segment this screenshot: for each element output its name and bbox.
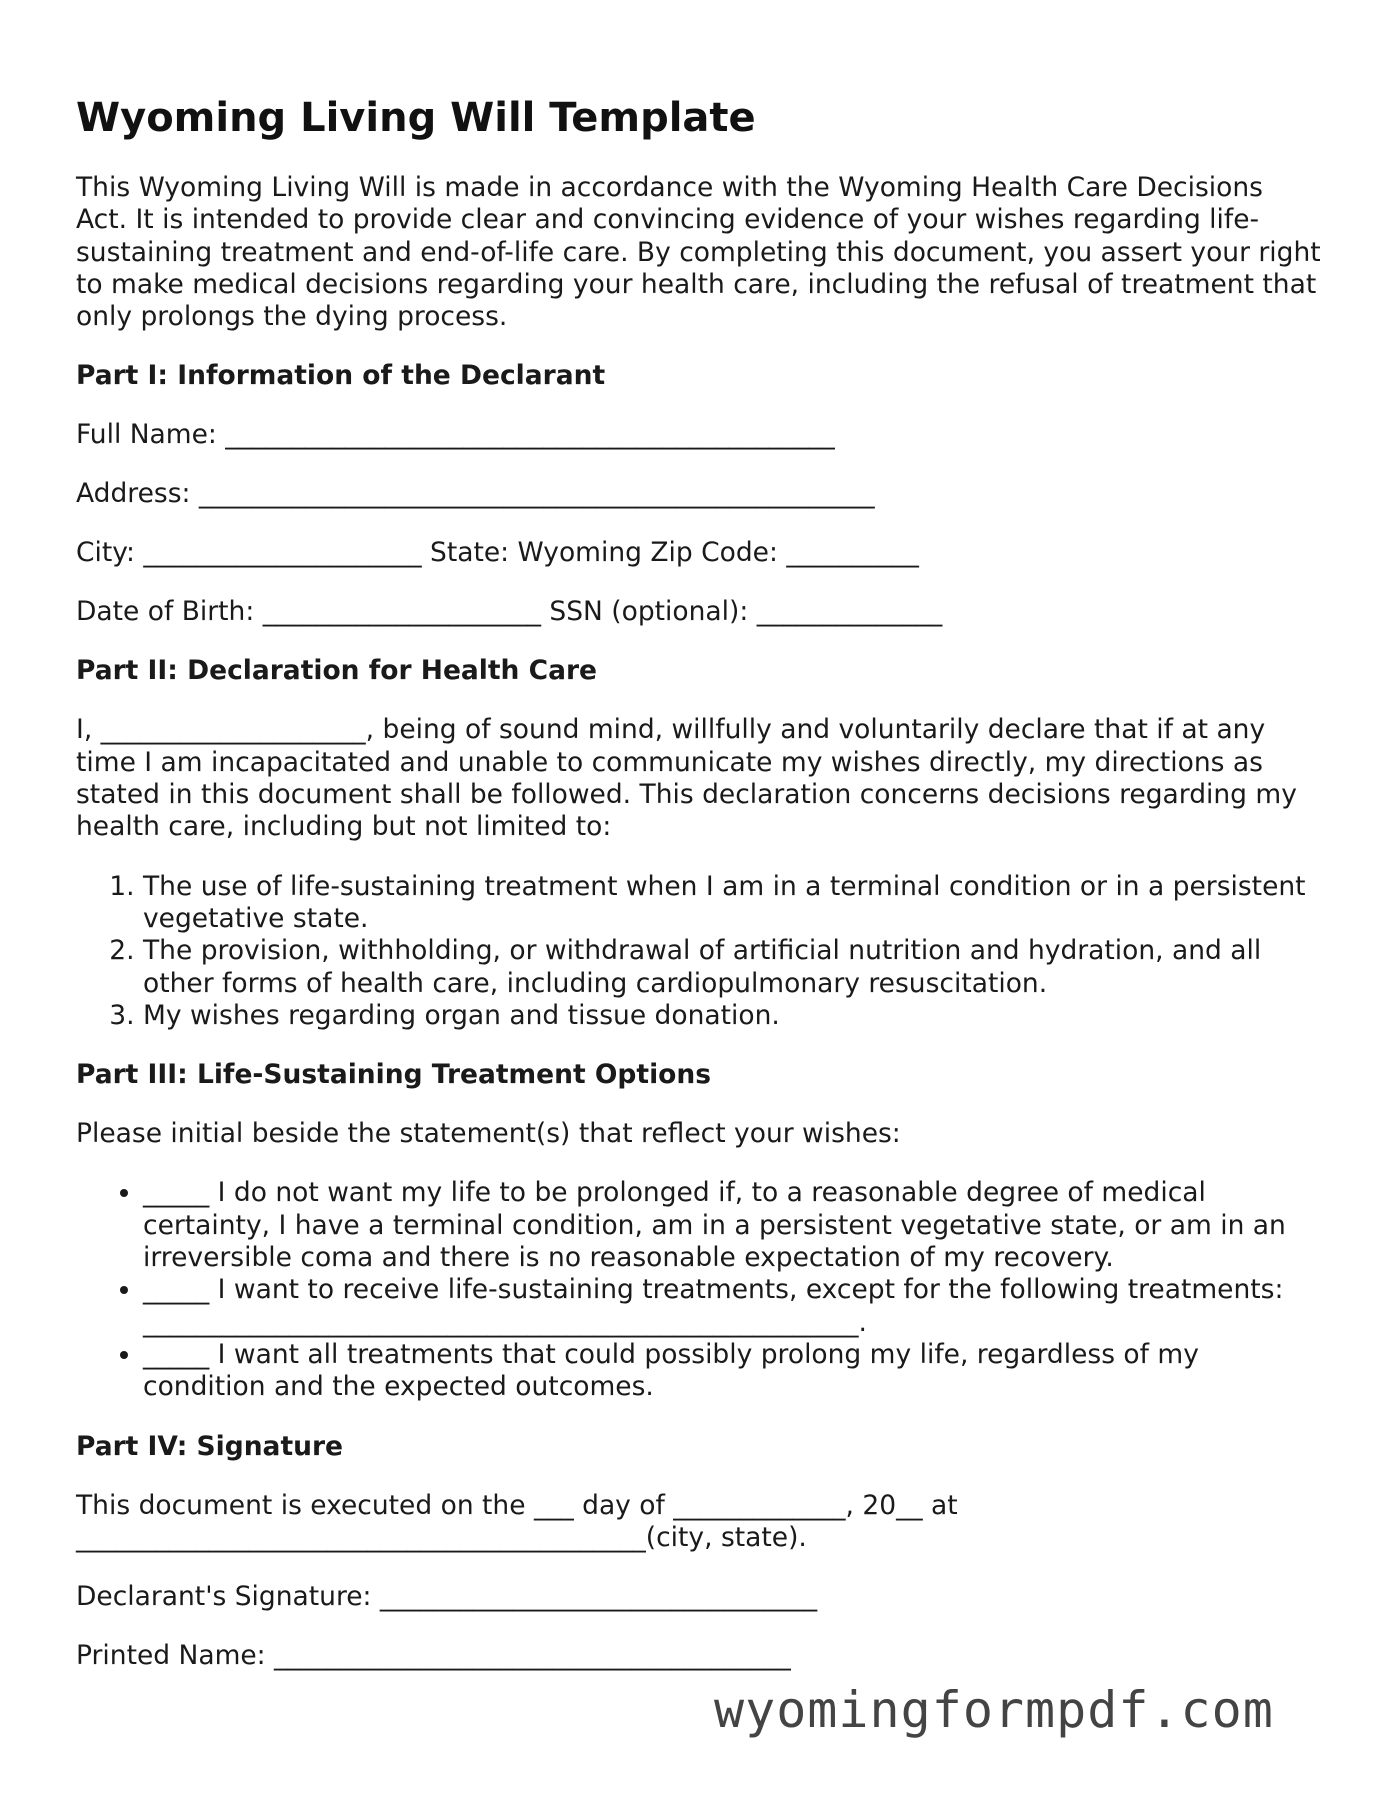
part4-heading: Part IV: Signature	[76, 1430, 344, 1462]
list-item: 2. The provision, withholding, or withdrawal of artificial nutrition and hydration, and all other forms of health care, including cardiopulmonary resuscitation.	[143, 935, 1321, 1000]
declaration-statement: I, ____________________, being of sound mind, willfully and voluntarily declare that if at any time I am incapacitated and unable to communicate my wishes directly, my directions as stated in this document shall be followed. This declaration concerns decisions regarding my health care, including but not limited to:	[76, 714, 1297, 843]
dob-ssn-field: Date of Birth: _____________________ SSN (optional): ______________	[76, 596, 943, 628]
declaration-list	[76, 871, 1321, 1032]
watermark: wyomingformpdf.com	[714, 1681, 1274, 1739]
signature-field: Declarant's Signature: _________________________________	[76, 1581, 818, 1613]
part1-heading: Part I: Information of the Declarant	[76, 360, 606, 392]
treatment-options-list	[76, 1177, 1321, 1403]
list-item: • _____ I do not want my life to be prolonged if, to a reasonable degree of medical certainty, I have a terminal condition, am in a persistent vegetative state, or am in an irreversible coma and there is no reasonable expectation of my recovery.	[143, 1177, 1321, 1274]
list-item: 3. My wishes regarding organ and tissue donation.	[143, 1000, 1321, 1032]
city-state-zip-field: City: _____________________ State: Wyoming Zip Code: __________	[76, 537, 919, 569]
execution-statement: This document is executed on the ___ day of _____________, 20__ at ___________________________________________(city, state).	[76, 1489, 958, 1553]
address-field: Address: ___________________________________________________	[76, 478, 875, 510]
list-item: 1. The use of life-sustaining treatment when I am in a terminal condition or in a persistent vegetative state.	[143, 871, 1321, 936]
part2-heading: Part II: Declaration for Health Care	[76, 655, 598, 687]
intro-paragraph: This Wyoming Living Will is made in accordance with the Wyoming Health Care Decisions Act. It is intended to provide clear and convincing evidence of your wishes regarding life-sustaining treatment and end-of-life care. By completing this document, you assert your right to make medical decisions regarding your health care, including the refusal of treatment that only prolongs the dying process.	[76, 172, 1321, 333]
initial-instruction: Please initial beside the statement(s) that reflect your wishes:	[76, 1118, 901, 1150]
document-page	[76, 92, 1321, 1699]
list-item: • _____ I want all treatments that could possibly prolong my life, regardless of my condition and the expected outcomes.	[143, 1339, 1321, 1404]
part3-heading: Part III: Life-Sustaining Treatment Options	[76, 1059, 711, 1091]
full-name-field: Full Name: ______________________________________________	[76, 419, 835, 451]
list-item: • _____ I want to receive life-sustaining treatments, except for the following treatments: ______________________________________________________.	[143, 1274, 1321, 1339]
printed-name-field: Printed Name: _______________________________________	[76, 1640, 791, 1672]
page-title: Wyoming Living Will Template	[76, 95, 756, 141]
